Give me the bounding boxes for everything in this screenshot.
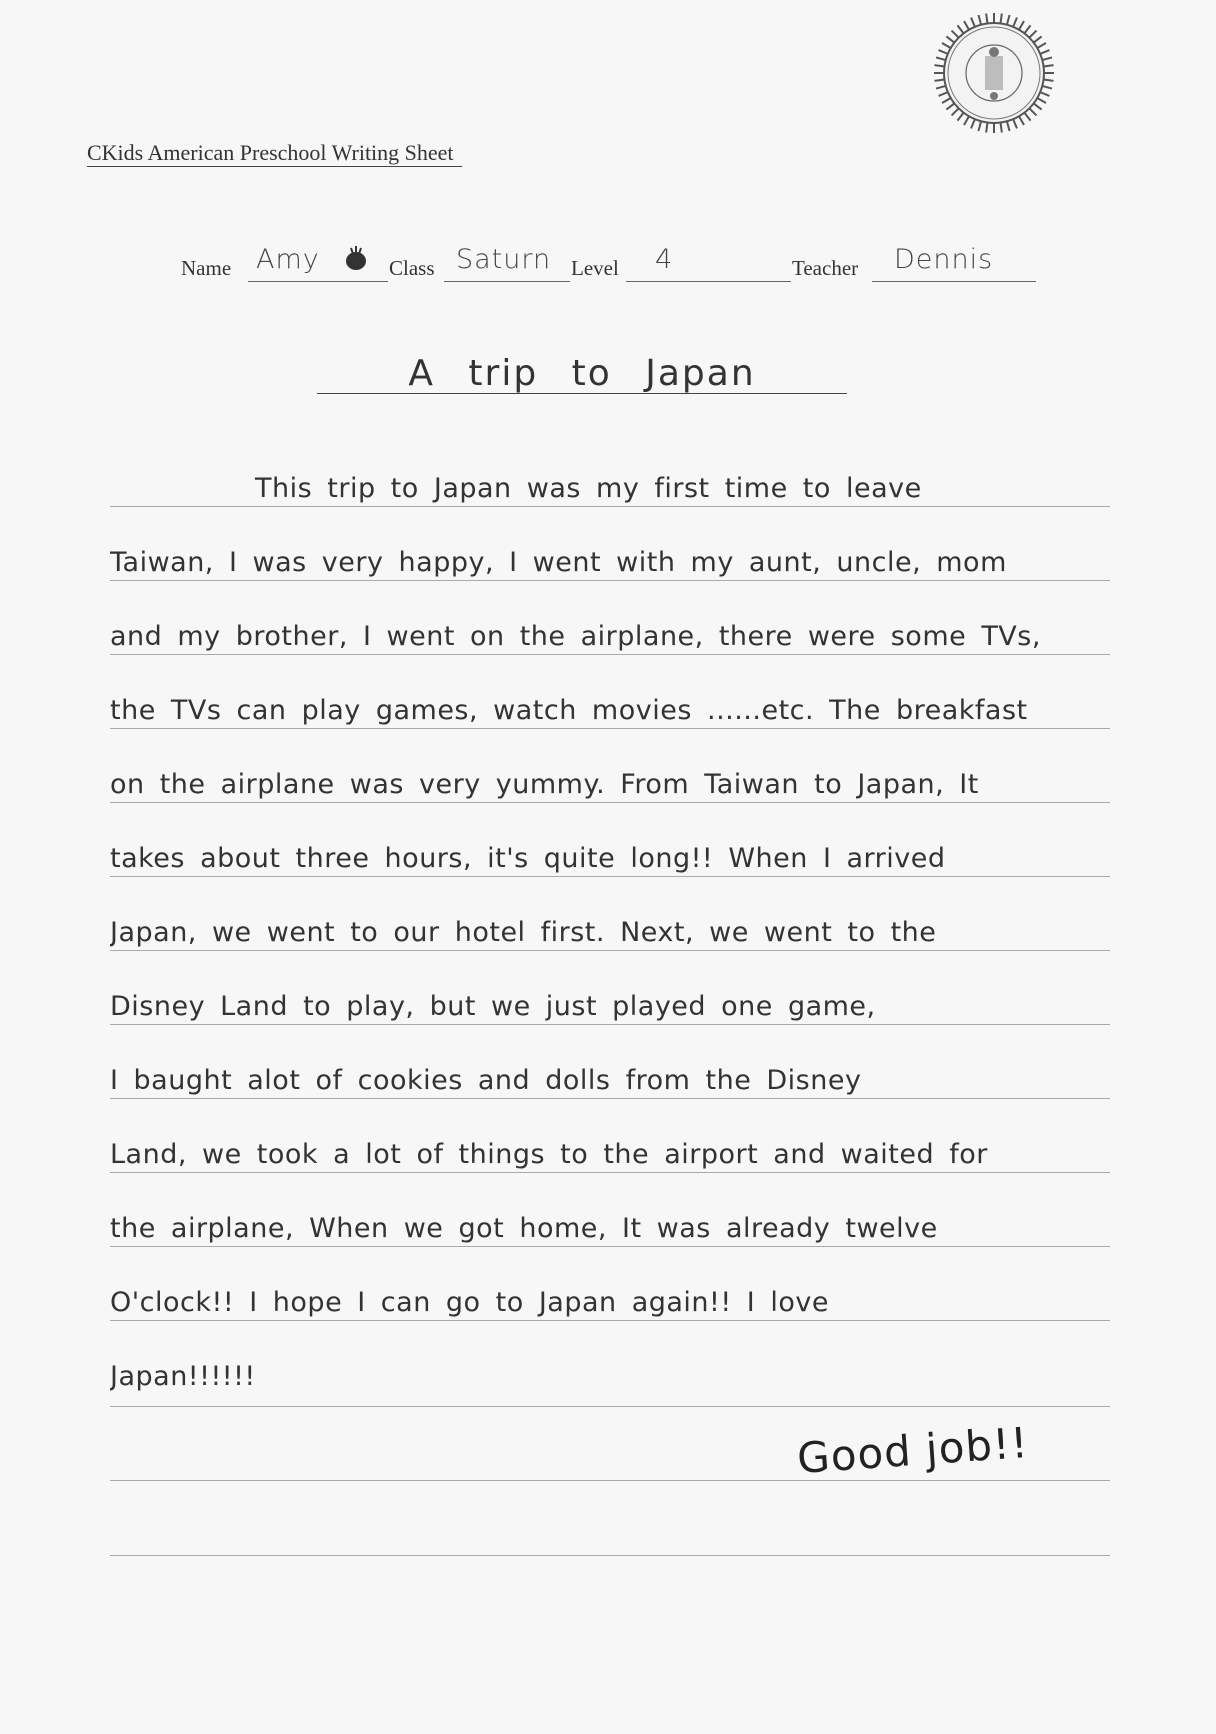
teacher-comment: Good job!!	[795, 1417, 1031, 1484]
level-underline	[626, 281, 791, 282]
essay-line: Disney Land to play, but we just played one game,	[110, 991, 876, 1022]
level-value: 4	[655, 244, 674, 275]
teacher-underline	[872, 281, 1036, 282]
teacher-label: Teacher	[792, 256, 859, 280]
teacher-value: Dennis	[894, 244, 994, 275]
essay-line: takes about three hours, it's quite long!! When I arrived	[110, 843, 946, 874]
essay-line: Japan!!!!!!	[110, 1361, 256, 1392]
essay-line: O'clock!! I hope I can go to Japan again!! I love	[110, 1287, 829, 1318]
essay-line: Land, we took a lot of things to the airport and waited for	[110, 1139, 988, 1170]
essay-line: This trip to Japan was my first time to leave	[255, 473, 922, 504]
ruled-line	[110, 1480, 1110, 1481]
essay-line: on the airplane was very yummy. From Taiwan to Japan, It	[110, 769, 979, 800]
ruled-line	[110, 654, 1110, 655]
class-underline	[444, 281, 570, 282]
class-value: Saturn	[456, 244, 552, 275]
ruled-line	[110, 1098, 1110, 1099]
essay-line: Taiwan, I was very happy, I went with my aunt, uncle, mom	[110, 547, 1007, 578]
ruled-line	[110, 506, 1110, 507]
essay-line: the TVs can play games, watch movies ......etc. The breakfast	[110, 695, 1028, 726]
ruled-line	[110, 1555, 1110, 1556]
ruled-line	[110, 802, 1110, 803]
ruled-line	[110, 950, 1110, 951]
ruled-line	[110, 1406, 1110, 1407]
ruled-line	[110, 1320, 1110, 1321]
ruled-line	[110, 1172, 1110, 1173]
essay-line: and my brother, I went on the airplane, there were some TVs,	[110, 621, 1041, 652]
essay-line: Japan, we went to our hotel first. Next, we went to the	[110, 917, 937, 948]
name-value: Amy	[256, 244, 320, 275]
ruled-line	[110, 876, 1110, 877]
ruled-line	[110, 580, 1110, 581]
essay-line: I baught alot of cookies and dolls from the Disney	[110, 1065, 862, 1096]
name-label: Name	[181, 256, 232, 280]
sheet-title: CKids American Preschool Writing Sheet	[87, 140, 462, 167]
school-seal-icon	[933, 12, 1055, 134]
ruled-line	[110, 1024, 1110, 1025]
name-underline	[248, 281, 388, 282]
level-label: Level	[571, 256, 619, 280]
class-label: Class	[389, 256, 435, 280]
ruled-line	[110, 1246, 1110, 1247]
essay-title: A trip to Japan	[408, 353, 756, 394]
essay-title-underline	[317, 393, 847, 394]
student-info-row	[0, 244, 1216, 284]
apple-doodle-icon	[343, 244, 369, 272]
ruled-line	[110, 728, 1110, 729]
essay-line: the airplane, When we got home, It was already twelve	[110, 1213, 938, 1244]
